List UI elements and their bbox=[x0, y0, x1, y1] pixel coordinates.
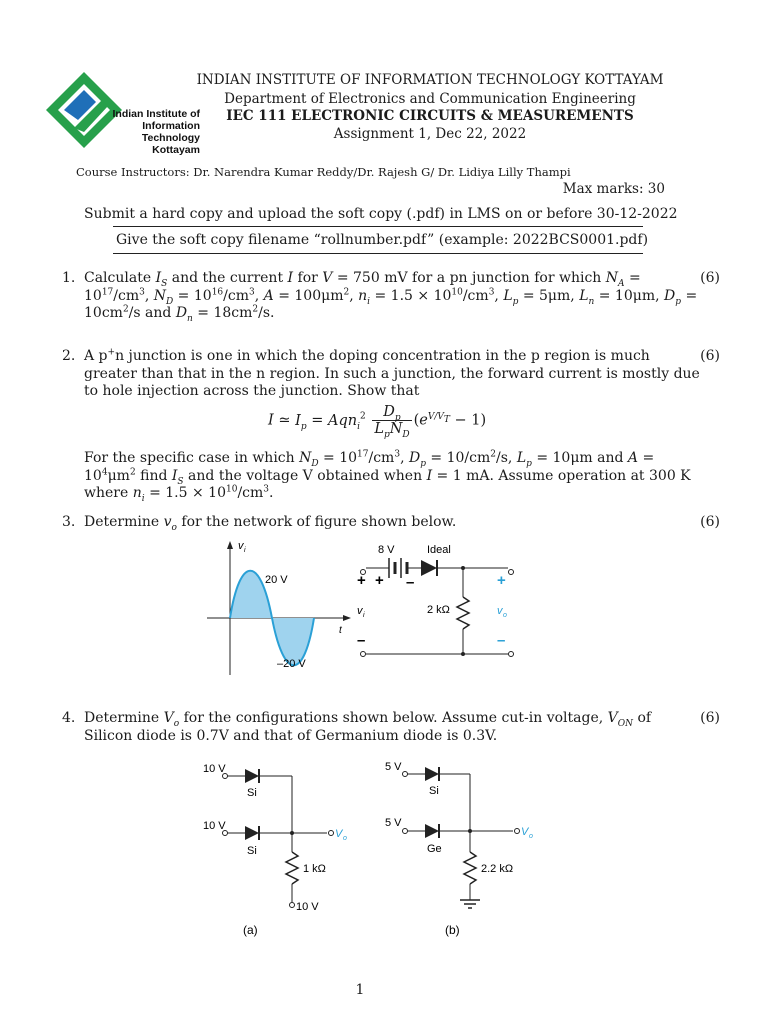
assignment-title: Assignment 1, Dec 22, 2022 bbox=[333, 126, 527, 142]
svg-text:(b): (b) bbox=[445, 923, 460, 937]
logo-text-line3: Kottayam bbox=[152, 144, 200, 156]
question-text: A p+n junction is one in which the doping concentration in the p region is much greater than that in the n region. In such a junction, the forward current is mostly due to hole injection across the junction. Show that bbox=[84, 347, 700, 399]
svg-text:–: – bbox=[357, 632, 366, 649]
course-instructors: Course Instructors: Dr. Narendra Kumar Reddy/Dr. Rajesh G/ Dr. Lidiya Lilly Thampi bbox=[76, 165, 571, 179]
department-name: Department of Electronics and Communication Engineering bbox=[224, 91, 636, 107]
svg-text:V: V bbox=[335, 828, 343, 840]
question-1 bbox=[62, 270, 702, 323]
question-3 bbox=[62, 514, 702, 532]
question-number: 1. bbox=[62, 270, 76, 286]
institute-name: INDIAN INSTITUTE OF INFORMATION TECHNOLOGY KOTTAYAM bbox=[196, 72, 664, 88]
svg-text:+: + bbox=[375, 572, 384, 589]
figure-4-svg bbox=[195, 752, 535, 947]
svg-text:i: i bbox=[363, 612, 365, 619]
svg-text:–: – bbox=[497, 632, 506, 649]
svg-text:Si: Si bbox=[247, 845, 257, 857]
course-title: IEC 111 ELECTRONIC CIRCUITS & MEASUREMENTS bbox=[226, 108, 634, 124]
logo-text-line2: Information Technology bbox=[141, 120, 200, 144]
question-2-continued bbox=[62, 450, 702, 503]
figure-3-svg bbox=[205, 535, 525, 687]
question-number: 3. bbox=[62, 514, 76, 530]
svg-text:+: + bbox=[497, 572, 506, 589]
svg-text:10 V: 10 V bbox=[203, 820, 226, 832]
max-marks: Max marks: 30 bbox=[562, 181, 665, 197]
filename-instruction: Give the soft copy filename “rollnumber.pdf” (example: 2022BCS0001.pdf) bbox=[116, 232, 649, 248]
svg-text:v: v bbox=[238, 540, 244, 552]
svg-text:20 V: 20 V bbox=[265, 574, 288, 586]
divider bbox=[113, 253, 643, 254]
question-number: 4. bbox=[62, 710, 76, 726]
figure-4-circuits bbox=[195, 752, 535, 947]
svg-text:+: + bbox=[357, 572, 366, 589]
question-2 bbox=[62, 348, 702, 401]
svg-text:1 kΩ: 1 kΩ bbox=[303, 863, 326, 875]
question-marks: (6) bbox=[700, 270, 720, 286]
svg-text:2.2 kΩ: 2.2 kΩ bbox=[481, 863, 514, 875]
question-marks: (6) bbox=[700, 514, 720, 530]
svg-text:v: v bbox=[357, 605, 363, 617]
divider bbox=[113, 226, 643, 227]
question-text: Determine $v_o$ for the network of figure shown below. bbox=[84, 514, 457, 533]
page-number: 1 bbox=[355, 982, 365, 998]
svg-text:10 V: 10 V bbox=[296, 901, 319, 913]
figure-3-circuit bbox=[205, 535, 525, 687]
svg-text:i: i bbox=[244, 547, 246, 554]
svg-text:5 V: 5 V bbox=[385, 817, 402, 829]
svg-text:o: o bbox=[503, 612, 507, 619]
svg-text:Ideal: Ideal bbox=[427, 544, 451, 556]
question-text: Calculate $I_S$ and the current I for V = 750 mV for a pn junction for which $N_A = 10^{17}/cm^3$, $N_D = 10^{16}/cm^3$, $A = 100\mu m^2$, $n_i = 1.5 \times 10^{10}/cm^3$, $L_p = 5\mu m$, $L_n = 10\mu m$, $D_p = 10cm^2/s$ and $D_n = 18cm^2/s$. bbox=[84, 270, 698, 324]
svg-text:Ge: Ge bbox=[427, 843, 442, 855]
logo-text-line1: Indian Institute of bbox=[112, 108, 200, 120]
equation: I ≃ $I_p = Aqn_i^2$ $D_p$ $L_pN_D$ $(e^{V/V_T} - 1)$ bbox=[268, 404, 487, 440]
svg-text:Si: Si bbox=[429, 785, 439, 797]
svg-text:t: t bbox=[339, 625, 342, 636]
question-number: 2. bbox=[62, 348, 76, 364]
svg-text:v: v bbox=[497, 605, 503, 617]
svg-text:(a): (a) bbox=[243, 923, 258, 937]
svg-text:o: o bbox=[343, 835, 347, 842]
svg-text:5 V: 5 V bbox=[385, 761, 402, 773]
svg-text:10 V: 10 V bbox=[203, 763, 226, 775]
svg-text:8 V: 8 V bbox=[378, 544, 395, 556]
svg-text:V: V bbox=[521, 826, 529, 838]
svg-text:Si: Si bbox=[247, 787, 257, 799]
question-text: For the specific case in which $N_D = 10^{17}/cm^3$, $D_p = 10/cm^2/s$, $L_p = 10\mu m$ and $A = 10^4\mu m^2$ find $I_S$ and the voltage V obtained when I = 1 mA. Assume operation at 300 K where $n_i = 1.5 \times 10^{10}/cm^3$. bbox=[84, 449, 691, 504]
question-marks: (6) bbox=[700, 710, 720, 726]
svg-text:2 kΩ: 2 kΩ bbox=[427, 604, 450, 616]
svg-text:–: – bbox=[406, 574, 415, 591]
question-marks: (6) bbox=[700, 348, 720, 364]
svg-text:o: o bbox=[529, 833, 533, 840]
submission-instruction: Submit a hard copy and upload the soft copy (.pdf) in LMS on or before 30-12-2022 bbox=[84, 206, 678, 222]
question-4 bbox=[62, 710, 702, 745]
svg-text:–20 V: –20 V bbox=[277, 658, 306, 670]
question-text: Determine $V_o$ for the configurations shown below. Assume cut-in voltage, $V_{ON}$ of Silicon diode is 0.7V and that of Germanium diode is 0.3V. bbox=[84, 710, 652, 744]
